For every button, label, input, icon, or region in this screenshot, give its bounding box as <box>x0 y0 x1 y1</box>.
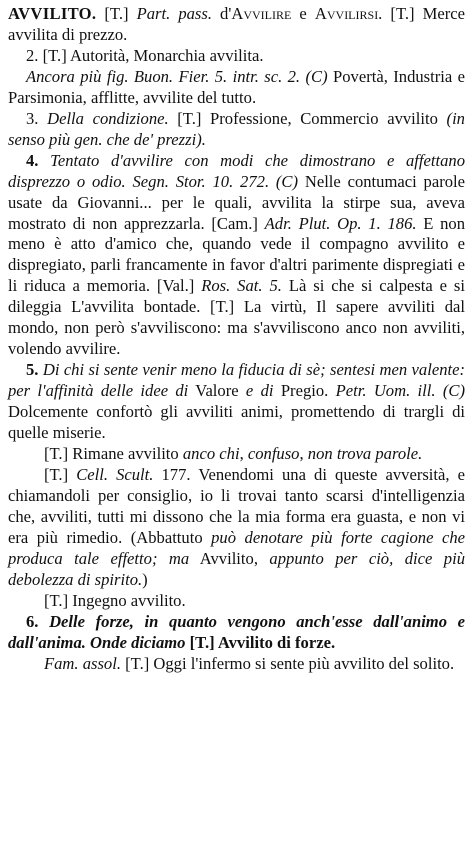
entry-paragraph-10 <box>8 612 465 654</box>
cross-reference: Avvilirsi. <box>314 4 383 23</box>
sense-number: 3. <box>26 108 39 128</box>
source-tag: [T.] <box>185 632 215 652</box>
entry-text: Là si che si calpesta e si dileggia L'avvilita bontade. <box>8 276 466 317</box>
source-tag: [T.] <box>104 4 129 23</box>
entry-text: E non meno è atto d'amico che, quando vede il compagno avvilito e dispregiato, parli francamente in favor d'altri parimente dispregiati e li riduca a memoria. [Val.] <box>8 213 466 296</box>
source-tag: [T.] <box>44 464 69 484</box>
source-tag: [T.] <box>177 108 202 128</box>
source-tag: (C) <box>435 381 465 401</box>
entry-text: d' <box>211 4 232 23</box>
entry-text: Pregio. <box>273 381 336 401</box>
usage-note: può denotare più forte cagione che produca tale effetto; ma <box>8 527 465 568</box>
usage-example: non trova parole. <box>307 444 423 464</box>
entry-text: Autorità, Monarchia avvilita. <box>66 45 264 65</box>
headword: AVVILITO. <box>8 4 97 23</box>
grammar-label: Part. pass. <box>136 4 212 23</box>
definition: Tentato d'avvilire con modi che dimostrano e affettano disprezzo o odio. <box>8 150 465 191</box>
usage-example: anco chi <box>182 444 240 464</box>
citation: Ros. Sat. 5. <box>201 276 282 296</box>
usage-example: confuso <box>247 444 300 464</box>
sense-number: 5. <box>26 360 39 380</box>
sense-label: Fam. assol. <box>44 653 121 673</box>
definition: Di chi si sente venir meno la fiducia di sè; sentesi men valente: per l'affinità delle idee di <box>8 360 465 401</box>
entry-text: ) <box>142 569 148 589</box>
usage-note: appunto per ciò, dice più debolezza di spirito. <box>8 548 465 589</box>
source-tag: [T.] <box>390 4 415 23</box>
definition: Delle forze, in quanto vengono anch'esse dall'animo e dall'anima. Onde diciamo <box>8 611 465 652</box>
source-tag: [T.] <box>42 45 67 65</box>
entry-paragraph-6 <box>8 360 465 444</box>
usage-note: (in senso più gen. che de' prezzi). <box>8 108 465 149</box>
entry-paragraph-7 <box>8 444 465 465</box>
sense-label: Della condizione. <box>47 108 169 128</box>
source-tag: [T.] <box>120 653 150 673</box>
cross-reference: Avvilire <box>231 4 292 23</box>
source-tag: [T.] <box>44 444 69 464</box>
citation: Adr. Plut. Op. 1. 186. <box>264 213 417 233</box>
entry-text: Merce avvilita di prezzo. <box>8 4 465 44</box>
citation: Cell. Scult. <box>68 464 154 484</box>
entry-paragraph-1 <box>8 4 465 46</box>
source-tag: (C) <box>269 171 299 191</box>
entry-text: Avvilito di forze. <box>214 632 336 652</box>
entry-text: Povertà, Industria e Parsimonia, afflitte, avvilite del tutto. <box>8 66 466 107</box>
entry-text: Oggi l'infermo si sente più avvilito del solito. <box>149 653 455 673</box>
entry-text: 177. Venendomi una di queste avversità, e chiamandoli per consiglio, io li trovai tanto scarsi d'intelligenzia che, avviliti, tutti mi dissono che la mia forma era guasta, e non vi era più rimedio. (Abbattuto <box>8 464 465 547</box>
entry-paragraph-11 <box>8 654 465 675</box>
source-tag: [T.] <box>210 297 235 317</box>
entry-text: Professione, Commercio avvilito <box>201 108 447 128</box>
citation: Petr. Uom. ill. <box>335 381 436 401</box>
entry-text: Valore <box>188 381 246 401</box>
entry-text: Avvilito, <box>189 548 270 568</box>
entry-text: Nelle contumaci parole usate da Giovanni... per le quali, avvilita la stirpe sua, aveva mostrato di non apprezzarla. [Cam.] <box>8 171 465 233</box>
entry-text: Ingegno avvilito. <box>68 590 186 610</box>
entry-paragraph-8 <box>8 465 465 591</box>
entry-paragraph-4 <box>8 109 465 151</box>
entry-paragraph-3 <box>8 67 465 109</box>
entry-text: Rimane avvilito <box>68 444 183 464</box>
sense-number: 4. <box>26 150 39 170</box>
entry-paragraph-5 <box>8 151 465 361</box>
source-tag: (C) <box>305 66 328 86</box>
source-tag: [T.] <box>44 590 69 610</box>
entry-text: La virtù, Il sapere avviliti dal mondo, non però s'avviliscono: ma s'avviliscono anco non avviliti, volendo avvilire. <box>8 297 465 359</box>
entry-text: Dolcemente confortò gli avviliti animi, promettendo di trargli di quelle miserie. <box>8 402 465 443</box>
entry-paragraph-9 <box>8 591 465 612</box>
definition: e di <box>245 381 274 401</box>
entry-text: e <box>291 4 315 23</box>
sense-number: 2. <box>26 45 39 65</box>
entry-paragraph-2 <box>8 46 465 67</box>
citation: Segn. Stor. 10. 272. <box>125 171 270 191</box>
entry-text: , <box>299 444 308 464</box>
citation: Ancora più fig. Buon. Fier. 5. intr. sc. 2. <box>26 66 301 86</box>
sense-number: 6. <box>26 611 39 631</box>
entry-text: , <box>239 444 248 464</box>
